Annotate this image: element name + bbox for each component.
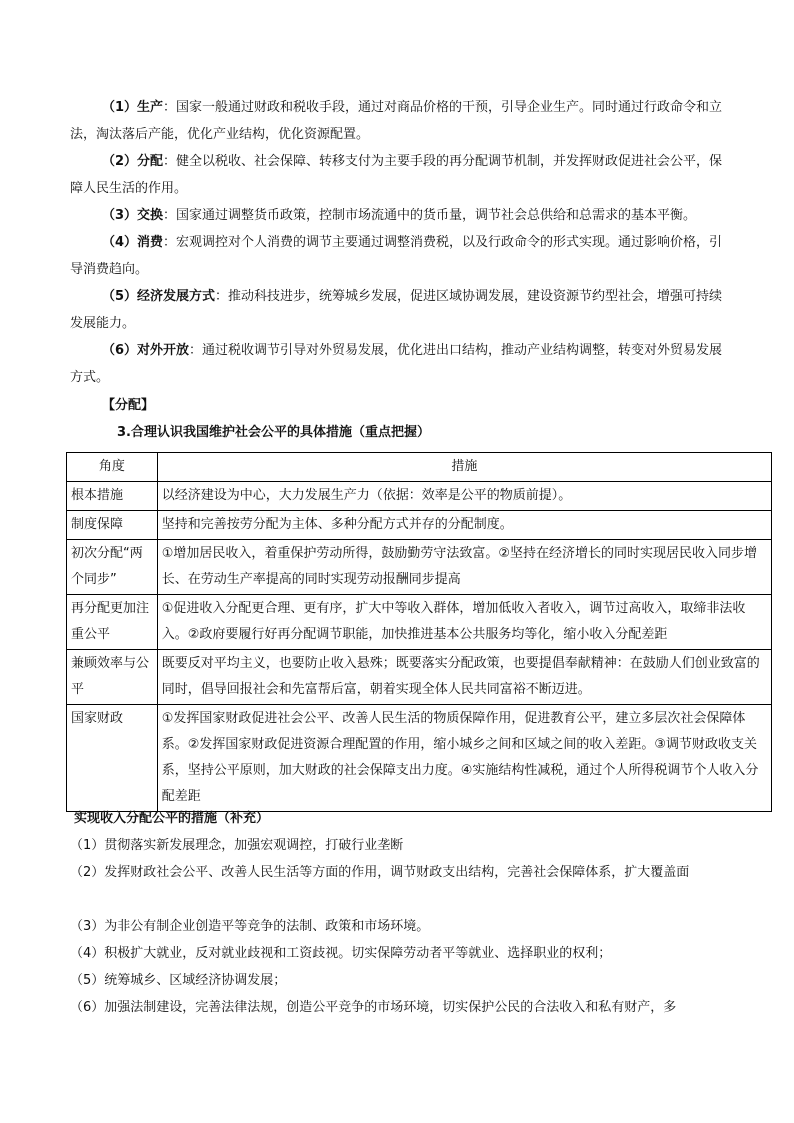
function-label: （4）消费 [102, 235, 164, 250]
function-label: （3）交换 [102, 208, 164, 223]
table-row [67, 482, 772, 511]
row-angle: 根本措施 [67, 482, 158, 511]
function-opening-up [70, 337, 730, 391]
function-text: ：国家一般通过财政和税收手段，通过对商品价格的干预，引导企业生产。同时通过行政命令和立法，淘汰落后产能，优化产业结构，优化资源配置。 [70, 100, 723, 142]
function-label: （6）对外开放 [102, 343, 190, 358]
function-text: ：通过税收调节引导对外贸易发展，优化进出口结构，推动产业结构调整，转变对外贸易发展方式。 [70, 343, 723, 385]
function-development-mode [70, 283, 730, 337]
row-measure: 坚持和完善按劳分配为主体、多种分配方式并存的分配制度。 [157, 511, 771, 540]
supplement-title: 实现收入分配公平的措施（补充） [74, 811, 270, 826]
function-text: ：国家通过调整货币政策，控制市场流通中的货币量，调节社会总供给和总需求的基本平衡。 [163, 208, 697, 223]
header-measure: 措施 [157, 453, 771, 482]
table-title: 3.合理认识我国维护社会公平的具体措施（重点把握） [117, 425, 430, 440]
row-measure: ①促进收入分配更合理、更有序，扩大中等收入群体，增加低收入者收入，调节过高收入，取缔非法收入。②政府要履行好再分配调节职能，加快推进基本公共服务均等化，缩小收入分配差距 [157, 595, 771, 650]
supplement-item: （1）贯彻落实新发展理念，加强宏观调控，打破行业垄断 [70, 838, 404, 853]
function-text: ：宏观调控对个人消费的调节主要通过调整消费税，以及行政命令的形式实现。通过影响价格，引导消费趋向。 [70, 235, 723, 277]
section-label: 【分配】 [102, 398, 155, 413]
function-label: （5）经济发展方式 [102, 289, 216, 304]
supplement-item: （6）加强法制建设，完善法律法规，创造公平竞争的市场环境，切实保护公民的合法收入和私有财产，多 [70, 1000, 677, 1015]
header-angle: 角度 [67, 453, 158, 482]
function-label: （2）分配 [102, 154, 164, 169]
table-row [67, 595, 772, 650]
function-consumption [70, 229, 730, 283]
table-row [67, 511, 772, 540]
row-angle: 国家财政 [67, 705, 158, 812]
measures-table [66, 452, 772, 812]
supplement-item: （4）积极扩大就业，反对就业歧视和工资歧视。切实保障劳动者平等就业、选择职业的权利； [70, 946, 612, 961]
row-measure: 以经济建设为中心，大力发展生产力（依据：效率是公平的物质前提）。 [157, 482, 771, 511]
function-text: ：推动科技进步，统筹城乡发展，促进区域协调发展，建设资源节约型社会，增强可持续发展能力。 [70, 289, 723, 331]
function-exchange [70, 202, 730, 229]
table-row [67, 650, 772, 705]
table-header-row [67, 453, 772, 482]
supplement-item: （2）发挥财政社会公平、改善人民生活等方面的作用，调节财政支出结构，完善社会保障体系，扩大覆盖面 [70, 865, 690, 880]
row-angle: 再分配更加注重公平 [67, 595, 158, 650]
row-measure: ①增加居民收入，着重保护劳动所得，鼓励勤劳守法致富。②坚持在经济增长的同时实现居民收入同步增长、在劳动生产率提高的同时实现劳动报酬同步提高 [157, 540, 771, 595]
function-text: ：健全以税收、社会保障、转移支付为主要手段的再分配调节机制，并发挥财政促进社会公平，保障人民生活的作用。 [70, 154, 723, 196]
row-measure: ①发挥国家财政促进社会公平、改善人民生活的物质保障作用，促进教育公平，建立多层次社会保障体系。②发挥国家财政促进资源合理配置的作用，缩小城乡之间和区域之间的收入差距。③调节财政收支关系，坚持公平原则，加大财政的社会保障支出力度。④实施结构性减税，通过个人所得税调节个人收入分配差距 [157, 705, 771, 812]
function-distribution [70, 148, 730, 202]
table-row [67, 540, 772, 595]
row-angle: 制度保障 [67, 511, 158, 540]
row-angle: 初次分配“两个同步” [67, 540, 158, 595]
function-label: （1）生产 [102, 100, 164, 115]
row-angle: 兼顾效率与公平 [67, 650, 158, 705]
supplement-item: （5）统筹城乡、区域经济协调发展； [70, 973, 287, 988]
row-measure: 既要反对平均主义，也要防止收入悬殊；既要落实分配政策，也要提倡奉献精神：在鼓励人们创业致富的同时，倡导回报社会和先富帮后富，朝着实现全体人民共同富裕不断迈进。 [157, 650, 771, 705]
supplement-item: （3）为非公有制企业创造平等竞争的法制、政策和市场环境。 [70, 919, 430, 934]
function-production [70, 94, 730, 148]
table-row [67, 705, 772, 812]
